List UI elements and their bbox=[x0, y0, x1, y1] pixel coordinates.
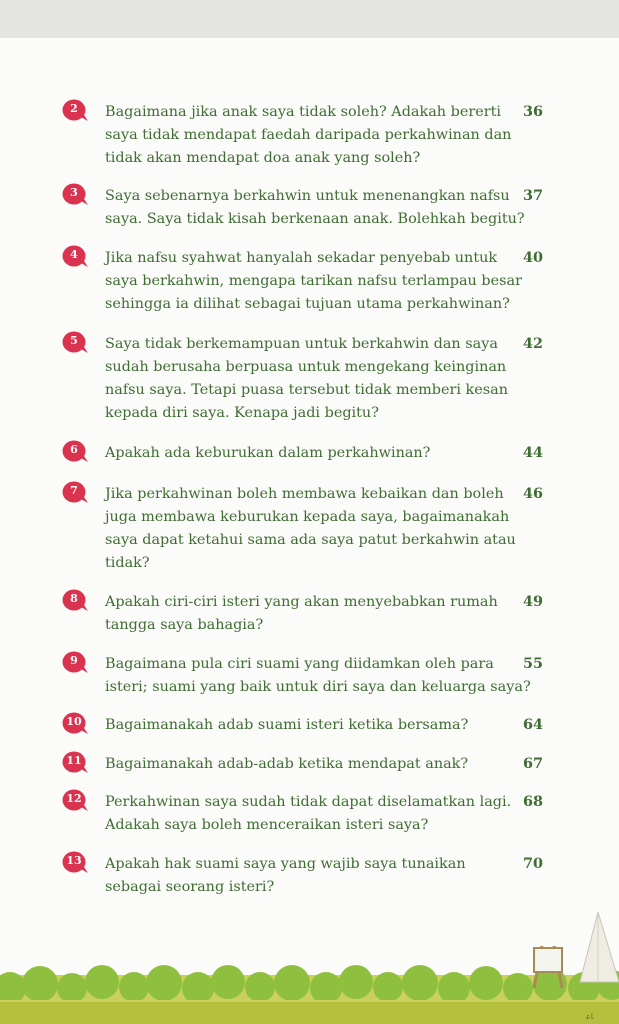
entry-text-line: Bagaimana pula ciri suami yang diidamkan oleh para bbox=[105, 656, 494, 672]
entry-number: 3 bbox=[70, 186, 78, 199]
number-badge bbox=[62, 851, 89, 876]
entry-text-line: saya tidak mendapat faedah daripada perkahwinan dan bbox=[105, 127, 512, 143]
page-number: 49 bbox=[522, 593, 543, 610]
page-number: 37 bbox=[522, 187, 543, 204]
entry-text-line: tangga saya bahagia? bbox=[105, 617, 264, 633]
entry-text-line: isteri; suami yang baik untuk diri saya dan keluarga saya? bbox=[105, 679, 531, 695]
entry-text-line: Saya tidak berkemampuan untuk berkahwin dan saya bbox=[105, 336, 498, 352]
number-badge bbox=[62, 331, 89, 356]
entry-text-line: Apakah ada keburukan dalam perkahwinan? bbox=[105, 445, 431, 461]
entry-number: 5 bbox=[70, 334, 78, 347]
number-badge bbox=[62, 245, 89, 270]
number-badge bbox=[62, 589, 89, 614]
entry-text-line: Perkahwinan saya sudah tidak dapat diselamatkan lagi. bbox=[105, 794, 512, 810]
number-badge bbox=[62, 440, 89, 465]
entry-text-line: nafsu saya. Tetapi puasa tersebut tidak memberi kesan bbox=[105, 382, 509, 398]
bushes-illustration bbox=[0, 960, 619, 1000]
number-badge bbox=[62, 712, 89, 737]
page-number: 40 bbox=[522, 249, 543, 266]
entry-text-line: Saya sebenarnya berkahwin untuk menenangkan nafsu bbox=[105, 188, 510, 204]
entry-number: 9 bbox=[70, 654, 78, 667]
entry-text-line: tidak? bbox=[105, 555, 150, 571]
entry-text-line: Bagaimanakah adab suami isteri ketika bersama? bbox=[105, 717, 469, 733]
entry-text-line: Jika nafsu syahwat hanyalah sekadar penyebab untuk bbox=[105, 250, 498, 266]
entry-number: 13 bbox=[66, 854, 82, 867]
number-badge bbox=[62, 99, 89, 124]
page-number: 36 bbox=[522, 103, 543, 120]
entry-text-line: Apakah ciri-ciri isteri yang akan menyebabkan rumah bbox=[105, 594, 498, 610]
number-badge bbox=[62, 751, 89, 776]
entry-number: 8 bbox=[70, 592, 78, 605]
entry-number: 12 bbox=[66, 792, 82, 805]
number-badge bbox=[62, 183, 89, 208]
number-badge bbox=[62, 651, 89, 676]
page-number: 68 bbox=[522, 793, 543, 810]
entry-number: 2 bbox=[70, 102, 78, 115]
entry-text-line: Bagaimanakah adab-adab ketika mendapat anak? bbox=[105, 756, 469, 772]
entry-number: 11 bbox=[66, 754, 82, 767]
entry-number: 10 bbox=[66, 715, 82, 728]
grass-ground-shade bbox=[0, 1002, 619, 1024]
entry-number: 7 bbox=[70, 484, 78, 497]
page-number: 64 bbox=[522, 716, 543, 733]
entry-text-line: Adakah saya boleh menceraikan isteri saya? bbox=[105, 817, 429, 833]
page-number: 42 bbox=[522, 335, 543, 352]
entry-text-line: tidak akan mendapat doa anak yang soleh? bbox=[105, 150, 421, 166]
entry-text-line: kepada diri saya. Kenapa jadi begitu? bbox=[105, 405, 379, 421]
page-number: 44 bbox=[522, 444, 543, 461]
entry-text-line: juga membawa keburukan kepada saya, bagaimanakah bbox=[105, 509, 510, 525]
entry-text-line: Jika perkahwinan boleh membawa kebaikan dan boleh bbox=[105, 486, 504, 502]
entry-text-line: saya dapat ketahui sama ada saya patut berkahwin atau bbox=[105, 532, 516, 548]
entry-text-line: sebagai seorang isteri? bbox=[105, 879, 275, 895]
page-number: 55 bbox=[522, 655, 543, 672]
easel-illustration bbox=[528, 940, 568, 990]
entry-number: 6 bbox=[70, 443, 78, 456]
entry-text-line: Bagaimana jika anak saya tidak soleh? Adakah bererti bbox=[105, 104, 502, 120]
page-number: 46 bbox=[522, 485, 543, 502]
tent-illustration bbox=[578, 912, 619, 984]
entry-text-line: saya. Saya tidak kisah berkenaan anak. Bolehkah begitu? bbox=[105, 211, 525, 227]
entry-text-line: saya berkahwin, mengapa tarikan nafsu terlampau besar bbox=[105, 273, 522, 289]
entry-text-line: sudah berusaha berpuasa untuk mengekang keinginan bbox=[105, 359, 507, 375]
entry-text-line: sehingga ia dilihat sebagai tujuan utama perkahwinan? bbox=[105, 296, 510, 312]
entry-number: 4 bbox=[70, 248, 78, 261]
entry-text-line: Apakah hak suami saya yang wajib saya tunaikan bbox=[105, 856, 466, 872]
folio-mark: ﺎﻋ bbox=[586, 1012, 594, 1021]
page-number: 67 bbox=[522, 755, 543, 772]
number-badge bbox=[62, 789, 89, 814]
number-badge bbox=[62, 481, 89, 506]
page-number: 70 bbox=[522, 855, 543, 872]
